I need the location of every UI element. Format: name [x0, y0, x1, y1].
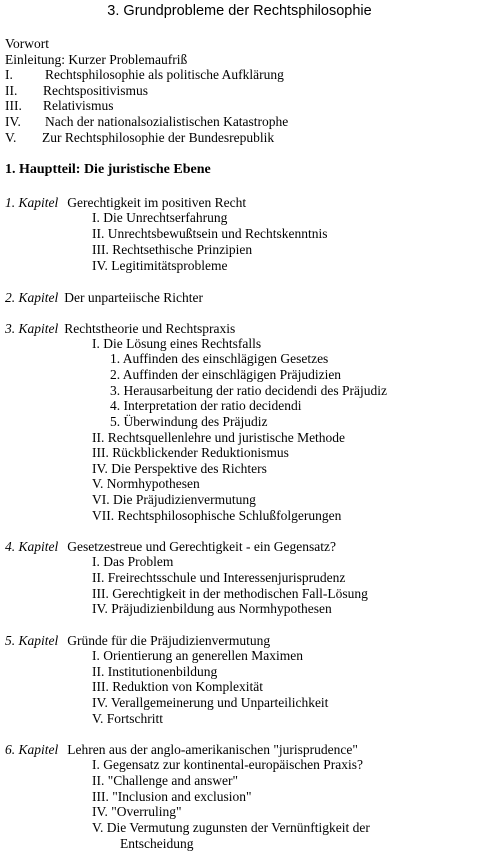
- chapter-heading: [5, 290, 203, 306]
- section-item: III. Reduktion von Komplexität: [92, 679, 263, 694]
- section-item: V. Normhypothesen: [92, 476, 200, 491]
- subsection-item: 1. Auffinden des einschlägigen Gesetzes: [110, 351, 329, 366]
- front-item-number: III.: [5, 98, 22, 113]
- section-item: I. Orientierung an generellen Maximen: [92, 648, 304, 663]
- section-item: III. "Inclusion and exclusion": [92, 789, 252, 804]
- section-item: II. Unrechtsbewußtsein und Rechtskenntnis: [92, 226, 328, 241]
- subsection-item: 5. Überwindung des Präjudiz: [110, 414, 268, 429]
- section-item: I. Gegensatz zur kontinental-europäischen Praxis?: [92, 757, 364, 772]
- subsection-item: 4. Interpretation der ratio decidendi: [110, 398, 302, 413]
- chapter-label: 4. Kapitel: [5, 539, 59, 554]
- section-item: III. Rückblickender Reduktionismus: [92, 445, 289, 460]
- part-heading: 1. Hauptteil: Die juristische Ebene: [5, 162, 211, 177]
- front-item-text: Nach der nationalsozialistischen Katastrophe: [45, 114, 289, 129]
- chapter-label: 3. Kapitel: [5, 321, 59, 336]
- front-item-number: IV.: [5, 114, 21, 129]
- section-item: III. Gerechtigkeit in der methodischen Fall-Lösung: [92, 586, 368, 601]
- page-title: 3. Grundprobleme der Rechtsphilosophie: [107, 3, 372, 19]
- chapter-title: Gründe für die Präjudizienvermutung: [67, 633, 271, 648]
- chapter-label: 6. Kapitel: [5, 742, 59, 757]
- chapter-title: Lehren aus der anglo-amerikanischen "jurisprudence": [67, 742, 358, 757]
- front-item: [5, 98, 114, 114]
- chapter-heading: [5, 742, 358, 758]
- section-item: VI. Die Präjudizienvermutung: [92, 492, 256, 507]
- section-item: II. "Challenge and answer": [92, 773, 238, 788]
- front-item-text: Relativismus: [43, 98, 114, 113]
- section-item: IV. Die Perspektive des Richters: [92, 461, 267, 476]
- section-item: III. Rechtsethische Prinzipien: [92, 242, 253, 257]
- section-item: IV. Verallgemeinerung und Unparteilichkeit: [92, 695, 329, 710]
- chapter-title: Der unparteiische Richter: [64, 290, 203, 305]
- section-item: I. Die Lösung eines Rechtsfalls: [92, 336, 262, 351]
- chapter-label: 5. Kapitel: [5, 633, 59, 648]
- chapter-heading: [5, 539, 336, 555]
- section-item: II. Freirechtsschule und Interessenjurisprudenz: [92, 570, 346, 585]
- section-item: IV. Legitimitätsprobleme: [92, 258, 228, 273]
- chapter-title: Gesetzestreue und Gerechtigkeit - ein Gegensatz?: [67, 539, 336, 554]
- section-item: VII. Rechtsphilosophische Schlußfolgerungen: [92, 508, 342, 523]
- front-item: [5, 114, 288, 130]
- front-item-number: V.: [5, 130, 17, 145]
- chapter-title: Gerechtigkeit im positiven Recht: [67, 195, 247, 210]
- subsection-item: 2. Auffinden der einschlägigen Präjudizien: [110, 367, 342, 382]
- section-item: IV. Präjudizienbildung aus Normhypothesen: [92, 601, 332, 616]
- chapter-label: 2. Kapitel: [5, 290, 59, 305]
- front-item-text: Rechtspositivismus: [43, 83, 149, 98]
- section-item: V. Fortschritt: [92, 711, 164, 726]
- section-item: II. Rechtsquellenlehre und juristische Methode: [92, 430, 346, 445]
- section-item: IV. "Overruling": [92, 804, 182, 819]
- section-item: II. Institutionenbildung: [92, 664, 218, 679]
- chapter-label: 1. Kapitel: [5, 195, 59, 210]
- chapter-heading: [5, 195, 246, 211]
- front-item-number: I.: [5, 67, 13, 82]
- subsection-item: 3. Herausarbeitung der ratio decidendi des Präjudiz: [110, 383, 388, 398]
- chapter-heading: [5, 321, 235, 337]
- front-item: [5, 67, 284, 83]
- front-item-number: II.: [5, 83, 18, 98]
- section-item: I. Die Unrechtserfahrung: [92, 210, 228, 225]
- front-item-text: Rechtsphilosophie als politische Aufklärung: [45, 67, 284, 82]
- section-item: V. Die Vermutung zugunsten der Vernünftigkeit der: [92, 820, 370, 835]
- front-item: [5, 83, 148, 99]
- vorwort-entry: Vorwort: [5, 36, 50, 51]
- chapter-heading: [5, 633, 270, 649]
- section-item-continuation: Entscheidung: [120, 836, 194, 851]
- front-item-text: Zur Rechtsphilosophie der Bundesrepublik: [42, 130, 275, 145]
- front-item: [5, 130, 274, 146]
- section-item: I. Das Problem: [92, 554, 174, 569]
- einleitung-entry: Einleitung: Kurzer Problemaufriß: [5, 52, 188, 67]
- chapter-title: Rechtstheorie und Rechtspraxis: [64, 321, 236, 336]
